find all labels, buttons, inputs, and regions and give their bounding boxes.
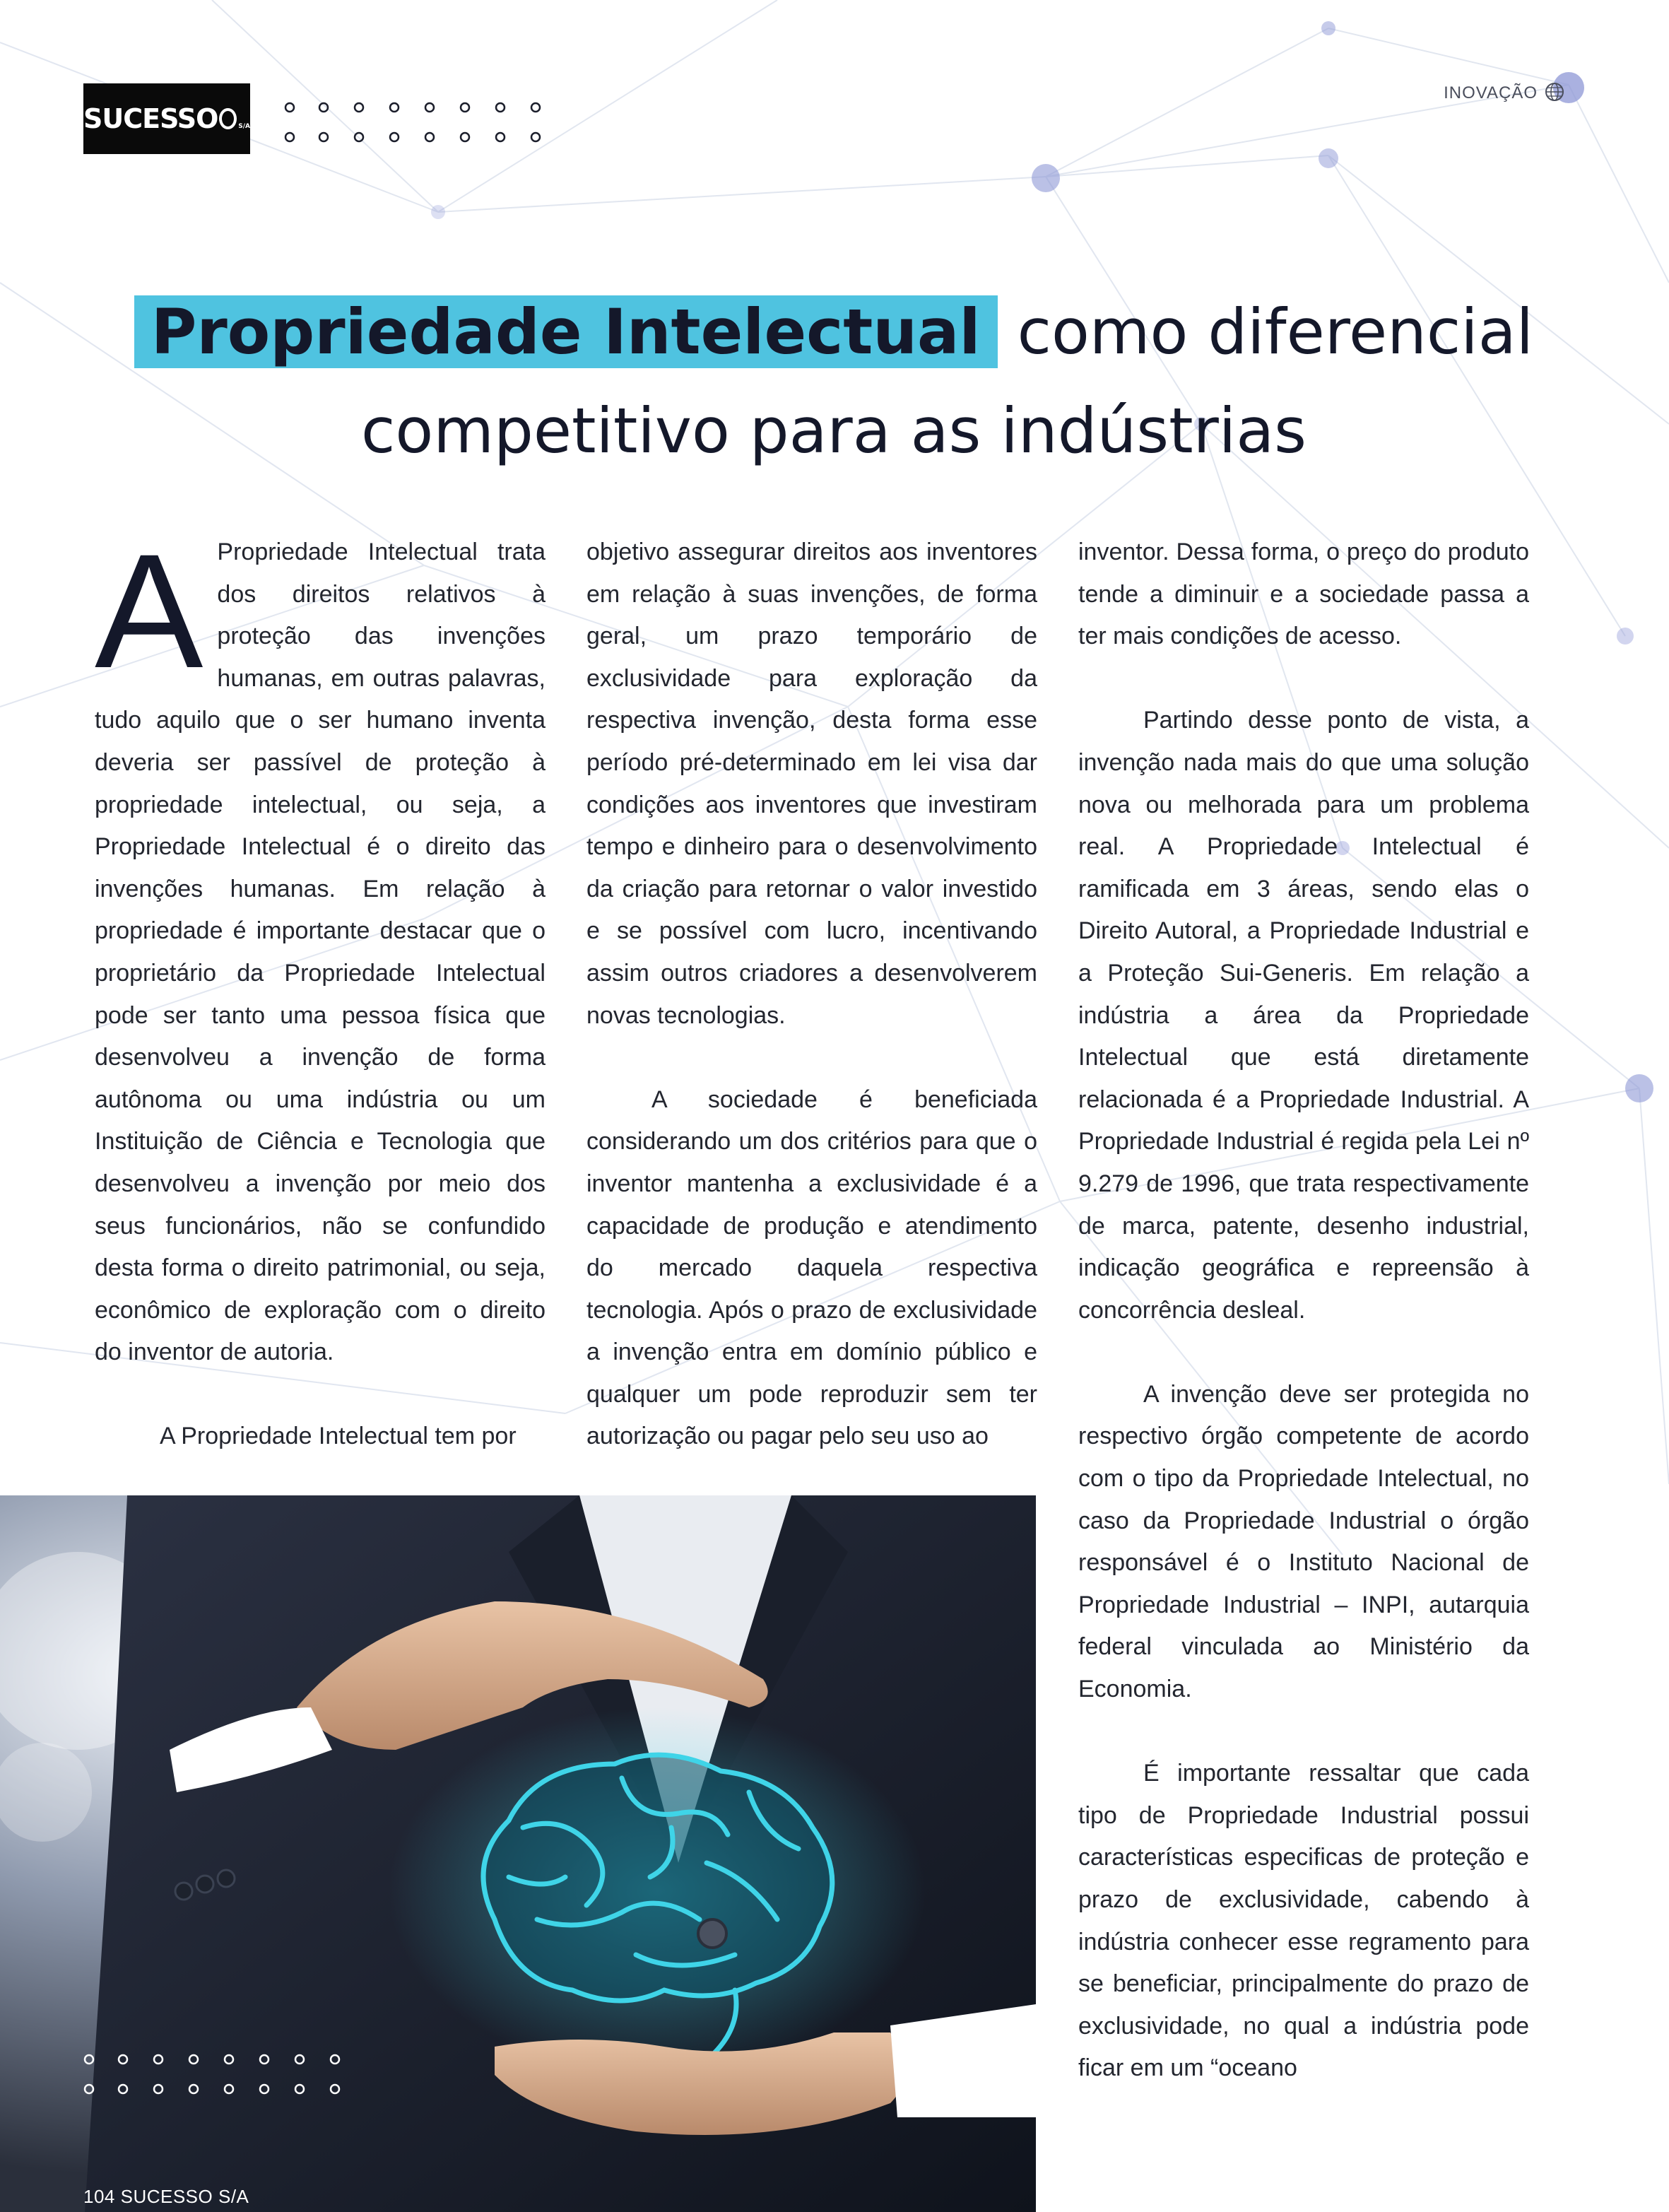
col3-paragraph-4: É importante ressaltar que cada tipo de Propriedade Industrial possui características especificas de proteção e prazo de exclusividade, cabendo à indústria conhecer esse regramento para se beneficiar, principalmente do prazo de exclusividade, no qual a indústria pode ficar em um “oceano — [1078, 1760, 1529, 2082]
title-line2: competitivo para as indústrias — [361, 394, 1307, 467]
logo-text: SUCESSO — [83, 103, 218, 134]
article-column-2 — [586, 531, 1037, 1458]
magazine-logo — [83, 83, 250, 154]
article-column-1 — [95, 520, 545, 1458]
col2-paragraph-2: A sociedade é beneficiada considerando um dos critérios para que o inventor mantenha a exclusividade é a capacidade de produção e atendimento do mercado daquela respectiva tecnologia. Após o prazo de exclusividade a invenção entra em domínio público e qualquer um pode reproduzir sem ter autorização ou pagar pelo seu uso ao — [586, 1086, 1037, 1450]
article-column-3 — [1078, 531, 1529, 2090]
decorative-dots-top — [280, 98, 548, 147]
col3-paragraph-1: inventor. Dessa forma, o preço do produto tende a diminuir e a sociedade passa a ter mais condições de acesso. — [1078, 539, 1529, 650]
decorative-dots-bottom — [79, 2049, 348, 2099]
article-photo — [0, 1495, 1036, 2212]
title-highlight: Propriedade Intelectual — [134, 295, 998, 368]
logo-globe-icon — [219, 108, 237, 129]
col3-paragraph-3: A invenção deve ser protegida no respectivo órgão competente de acordo com o tipo da Propriedade Intelectual, no caso da Propriedade Industrial o órgão responsável é o Instituto Nacional de Propriedade Industrial – INPI, autarquia federal vinculada ao Ministério da Economia. — [1078, 1380, 1529, 1703]
col1-paragraph-2: A Propriedade Intelectual tem por — [160, 1423, 517, 1450]
col3-paragraph-2: Partindo desse ponto de vista, a invenção nada mais do que uma solução nova ou melhorada para um problema real. A Propriedade Intelectual é ramificada em 3 áreas, sendo elas o Direito Autoral, a Propriedade Industrial e a Proteção Sui-Generis. Em relação a indústria a área da Propriedade Intelectual que está diretamente relacionada é a Propriedade Industrial. A Propriedade Industrial é regida pela Lei nº 9.279 de 1996, que trata respectivamente de marca, patente, desenho industrial, indicação geográfica e repreensão à concorrência desleal. — [1078, 707, 1529, 1324]
globe-icon — [1543, 81, 1566, 103]
title-line1-rest: como diferencial — [1017, 295, 1534, 368]
article-title — [127, 283, 1540, 481]
logo-suffix: S/A — [238, 123, 250, 130]
drop-cap: A — [95, 520, 204, 702]
section-label: INOVAÇÃO — [1444, 83, 1538, 102]
page-number: 104 SUCESSO S/A — [83, 2186, 249, 2207]
col1-paragraph-1: Propriedade Intelectual trata dos direitos relativos à proteção das invenções humanas, em outras palavras, tudo aquilo que o ser humano inventa deveria ser passível de proteção à propriedade intelectual, ou seja, a Propriedade Intelectual é o direito das invenções humanas. Em relação à propriedade é importante destacar que o proprietário da Propriedade Intelectual pode ser tanto uma pessoa física que desenvolveu a invenção de forma autônoma ou uma indústria ou um Instituição de Ciência e Tecnologia que desenvolveu a invenção por meio dos seus funcionários, não se confundido desta forma o direito patrimonial, ou seja, econômico de exploração com o direito do inventor de autoria. — [95, 539, 545, 1366]
col2-paragraph-1: objetivo assegurar direitos aos inventores em relação à suas invenções, de forma geral, um prazo temporário de exclusividade para exploração da respectiva invenção, desta forma esse período pré-determinado em lei visa dar condições aos inventores que investiram tempo e dinheiro para o desenvolvimento da criação para retornar o valor investido e se possível com lucro, incentivando assim outros criadores a desenvolverem novas tecnologias. — [586, 539, 1037, 1029]
